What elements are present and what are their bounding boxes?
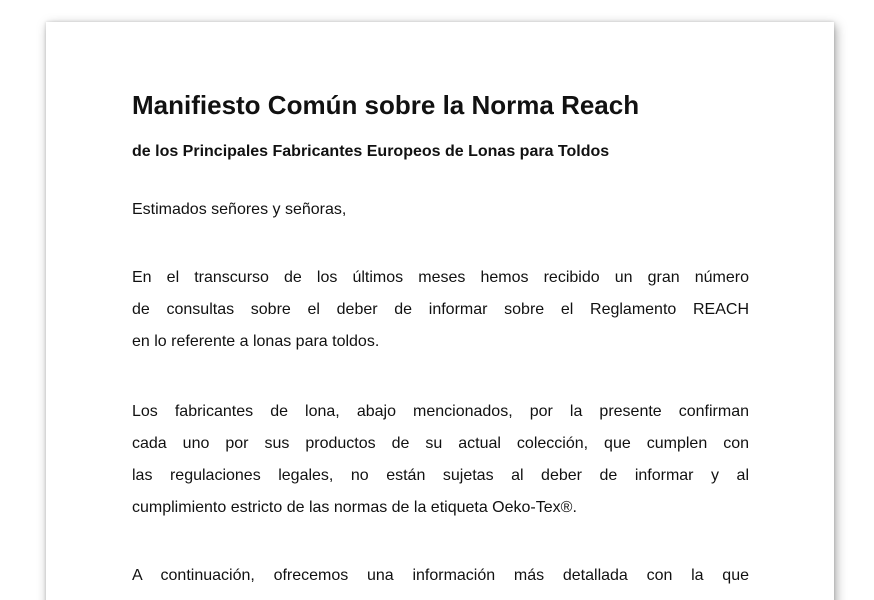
paragraph-line: cada uno por sus productos de su actual colección, que cumplen con xyxy=(132,435,749,452)
paragraph-line: en lo referente a lonas para toldos. xyxy=(132,333,380,350)
paragraph-line: A continuación, ofrecemos una información más detallada con la que xyxy=(132,567,749,584)
paragraph-3 xyxy=(132,560,749,592)
document-page xyxy=(46,22,834,600)
greeting-text: Estimados señores y señoras, xyxy=(132,201,347,218)
document-title: Manifiesto Común sobre la Norma Reach xyxy=(132,90,640,120)
paragraph-2 xyxy=(132,396,749,524)
paragraph-line: de consultas sobre el deber de informar sobre el Reglamento REACH xyxy=(132,301,749,318)
paragraph-line: En el transcurso de los últimos meses hemos recibido un gran número xyxy=(132,269,749,286)
document-subtitle: de los Principales Fabricantes Europeos de Lonas para Toldos xyxy=(132,143,610,160)
paragraph-line: las regulaciones legales, no están sujetas al deber de informar y al xyxy=(132,467,749,484)
paragraph-line: cumplimiento estricto de las normas de la etiqueta Oeko-Tex®. xyxy=(132,499,577,516)
paragraph-1 xyxy=(132,262,749,358)
paragraph-line: Los fabricantes de lona, abajo mencionados, por la presente confirman xyxy=(132,403,749,420)
